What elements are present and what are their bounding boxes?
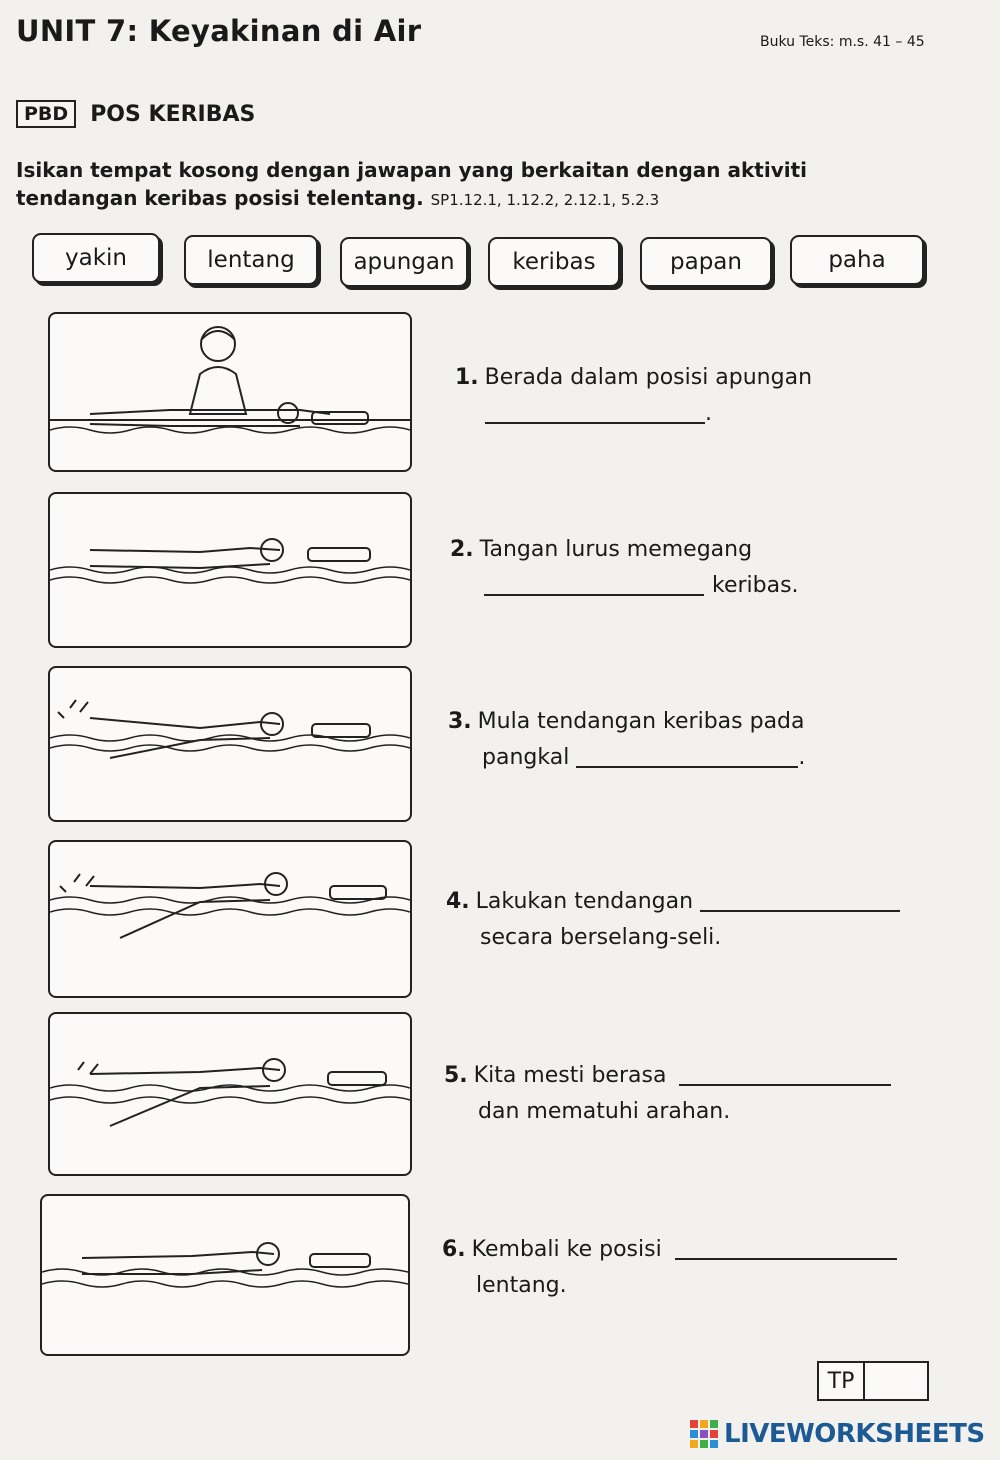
logo-cell xyxy=(700,1440,708,1448)
swimmer-return-position-illustration xyxy=(42,1196,408,1354)
brand-name: LIVEWORKSHEETS xyxy=(724,1419,985,1449)
pbd-badge: PBD xyxy=(16,100,76,128)
question-text: Lakukan tendangan xyxy=(475,889,694,914)
word-card[interactable]: yakin xyxy=(32,233,160,283)
logo-cell xyxy=(690,1420,698,1428)
instruction-text: Isikan tempat kosong dengan jawapan yang berkaitan dengan aktiviti tendangan keribas posisi telentang. xyxy=(16,158,807,210)
answer-blank-1[interactable] xyxy=(485,396,705,424)
illustration-panel-1 xyxy=(48,312,412,472)
word-card[interactable]: papan xyxy=(640,237,772,287)
question-number: 6. xyxy=(442,1237,466,1262)
swimmer-holding-kickboard-illustration xyxy=(50,494,410,646)
unit-title: UNIT 7: Keyakinan di Air xyxy=(16,14,422,48)
word-card[interactable]: lentang xyxy=(184,235,318,285)
question-prefix: pangkal xyxy=(482,745,570,770)
question-suffix: . xyxy=(798,745,806,770)
word-card[interactable]: apungan xyxy=(340,237,468,287)
question-number: 2. xyxy=(450,537,474,562)
question-number: 3. xyxy=(448,709,472,734)
logo-cell xyxy=(700,1430,708,1438)
word-card[interactable]: paha xyxy=(790,235,924,285)
tp-value-field[interactable] xyxy=(865,1363,927,1399)
answer-blank-3[interactable] xyxy=(576,740,798,768)
footer-brand xyxy=(690,1419,985,1449)
question-5 xyxy=(444,1058,891,1130)
logo-cell xyxy=(690,1430,698,1438)
question-6 xyxy=(442,1232,897,1304)
question-text: Berada dalam posisi apungan xyxy=(484,365,813,390)
question-suffix: keribas. xyxy=(712,573,799,598)
swimmer-alternate-kick-illustration xyxy=(50,842,410,996)
question-text: Tangan lurus memegang xyxy=(479,537,753,562)
answer-blank-4[interactable] xyxy=(700,884,900,912)
question-number: 1. xyxy=(455,365,479,390)
answer-blank-6[interactable] xyxy=(675,1232,897,1260)
question-text: Kita mesti berasa xyxy=(473,1063,667,1088)
illustration-panel-4 xyxy=(48,840,412,998)
logo-cell xyxy=(710,1430,718,1438)
answer-blank-5[interactable] xyxy=(679,1058,891,1086)
swimmer-with-instructor-illustration xyxy=(50,314,410,470)
section-heading xyxy=(16,100,255,128)
instruction xyxy=(16,156,876,214)
question-2 xyxy=(450,532,799,604)
illustration-panel-6 xyxy=(40,1194,410,1356)
illustration-panel-3 xyxy=(48,666,412,822)
word-bank xyxy=(32,233,928,293)
question-number: 5. xyxy=(444,1063,468,1088)
logo-cell xyxy=(710,1420,718,1428)
section-title: POS KERIBAS xyxy=(90,101,256,127)
tp-box xyxy=(817,1361,929,1401)
question-continuation: dan mematuhi arahan. xyxy=(478,1099,731,1124)
question-suffix: . xyxy=(705,401,712,426)
question-text: Mula tendangan keribas pada xyxy=(477,709,805,734)
logo-cell xyxy=(710,1440,718,1448)
swimmer-kicking-illustration xyxy=(50,668,410,820)
illustration-panel-2 xyxy=(48,492,412,648)
swimmer-confident-kick-illustration xyxy=(50,1014,410,1174)
question-text: Kembali ke posisi xyxy=(471,1237,662,1262)
liveworksheets-logo-icon xyxy=(690,1420,718,1448)
logo-cell xyxy=(690,1440,698,1448)
question-continuation: lentang. xyxy=(476,1273,567,1298)
answer-blank-2[interactable] xyxy=(484,568,704,596)
question-4 xyxy=(446,884,900,956)
logo-cell xyxy=(700,1420,708,1428)
question-number: 4. xyxy=(446,889,470,914)
question-continuation: secara berselang-seli. xyxy=(480,925,722,950)
question-3 xyxy=(448,704,805,776)
question-1 xyxy=(455,360,812,432)
word-card[interactable]: keribas xyxy=(488,237,620,287)
book-reference: Buku Teks: m.s. 41 – 45 xyxy=(760,34,925,50)
learning-standards: SP1.12.1, 1.12.2, 2.12.1, 5.2.3 xyxy=(430,191,660,209)
tp-label: TP xyxy=(819,1363,865,1399)
illustration-panel-5 xyxy=(48,1012,412,1176)
